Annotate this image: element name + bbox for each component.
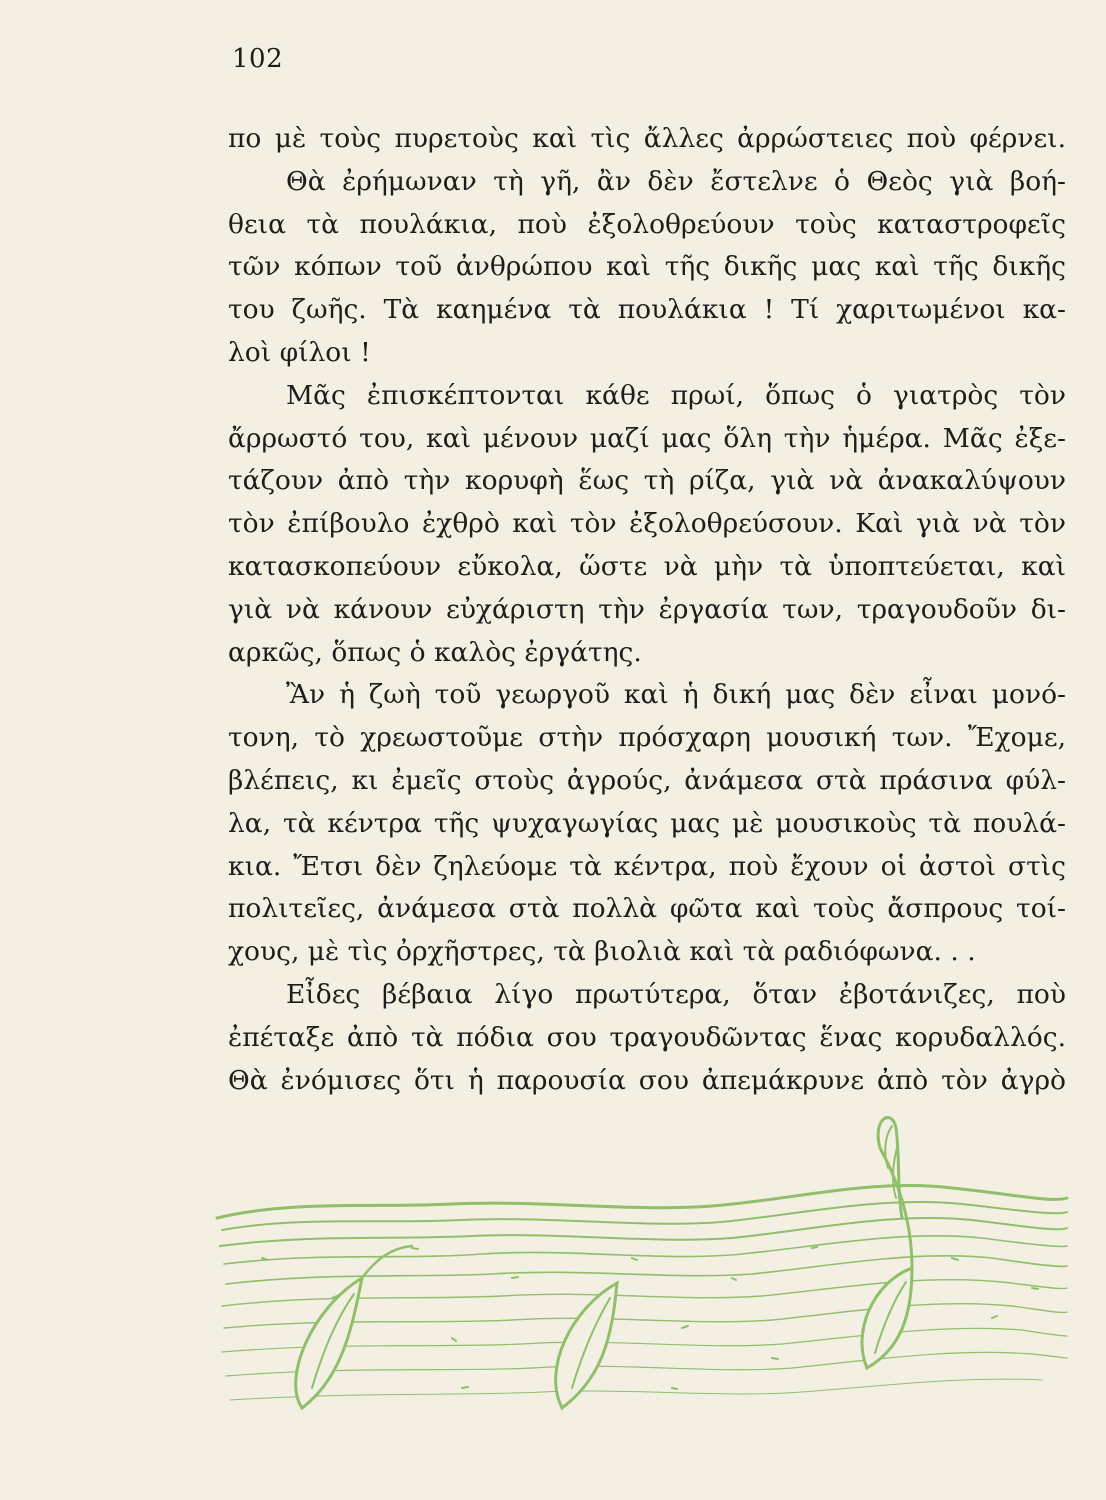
text-line: Ἂν ἡ ζωὴ τοῦ γεωργοῦ καὶ ἡ δική μας δὲν εἶναι μονό- — [286, 679, 1066, 711]
text-line: τῶν κόπων τοῦ ἀνθρώπου καὶ τῆς δικῆς μας καὶ τῆς δικῆς — [228, 251, 1066, 283]
text-line: τάζουν ἀπὸ τὴν κορυφὴ ἕως τὴ ρίζα, γιὰ νὰ ἀνακαλύψουν — [228, 465, 1066, 497]
text-line: Εἶδες βέβαια λίγο πρωτύτερα, ὅταν ἐβοτάνιζες, ποὺ — [286, 978, 1066, 1010]
text-line: λοὶ φίλοι ! — [228, 336, 371, 368]
body-text — [228, 118, 1066, 1102]
text-line: Μᾶς ἐπισκέπτονται κάθε πρωί, ὅπως ὁ γιατρὸς τὸν — [286, 379, 1066, 411]
text-line: ἐπέταξε ἀπὸ τὰ πόδια σου τραγουδῶντας ἕνας κορυδαλλός. — [228, 1021, 1066, 1053]
text-line: πολιτεῖες, ἀνάμεσα στὰ πολλὰ φῶτα καὶ τοὺς ἄσπρους τοί- — [228, 893, 1066, 925]
text-line: τὸν ἐπίβουλο ἐχθρὸ καὶ τὸν ἐξολοθρεύσουν. Καὶ γιὰ νὰ τὸν — [228, 508, 1066, 540]
text-line: Θὰ ἐνόμισες ὅτι ἡ παρουσία σου ἀπεμάκρυνε ἀπὸ τὸν ἀγρὸ — [228, 1064, 1066, 1096]
text-line: τονη, τὸ χρεωστοῦμε στὴν πρόσχαρη μουσική των. Ἔχομε, — [228, 722, 1066, 754]
text-line: του ζωῆς. Τὰ καημένα τὰ πουλάκια ! Τί χαριτωμένοι κα- — [228, 294, 1066, 326]
text-line: κατασκοπεύουν εὔκολα, ὥστε νὰ μὴν τὰ ὑποπτεύεται, καὶ — [228, 550, 1066, 582]
text-line: λα, τὰ κέντρα τῆς ψυχαγωγίας μας μὲ μουσικοὺς τὰ πουλά- — [228, 807, 1066, 839]
text-line: ἄρρωστό του, καὶ μένουν μαζί μας ὅλη τὴν ἡμέρα. Μᾶς ἐξε- — [228, 422, 1066, 454]
text-line: θεια τὰ πουλάκια, ποὺ ἐξολοθρεύουν τοὺς καταστροφεῖς — [228, 208, 1066, 240]
text-line: αρκῶς, ὅπως ὁ καλὸς ἐργάτης. — [228, 636, 642, 668]
page-number: 102 — [232, 44, 284, 74]
text-line: γιὰ νὰ κάνουν εὐχάριστη τὴν ἐργασία των, τραγουδοῦν δι- — [228, 593, 1066, 625]
text-line: βλέπεις, κι ἐμεῖς στοὺς ἀγρούς, ἀνάμεσα στὰ πράσινα φύλ- — [228, 764, 1066, 796]
sprouting-seeds-illustration — [212, 1108, 1072, 1438]
text-line: χους, μὲ τὶς ὀρχῆστρες, τὰ βιολιὰ καὶ τὰ ραδιόφωνα. . . — [228, 936, 976, 968]
text-line: Θὰ ἐρήμωναν τὴ γῆ, ἂν δὲν ἔστελνε ὁ Θεὸς γιὰ βοή- — [286, 165, 1066, 197]
text-line: κια. Ἔτσι δὲν ζηλεύομε τὰ κέντρα, ποὺ ἔχουν οἱ ἀστοὶ στὶς — [228, 850, 1066, 882]
text-line: πο μὲ τοὺς πυρετοὺς καὶ τὶς ἄλλες ἀρρώστειες ποὺ φέρνει. — [228, 123, 1066, 154]
